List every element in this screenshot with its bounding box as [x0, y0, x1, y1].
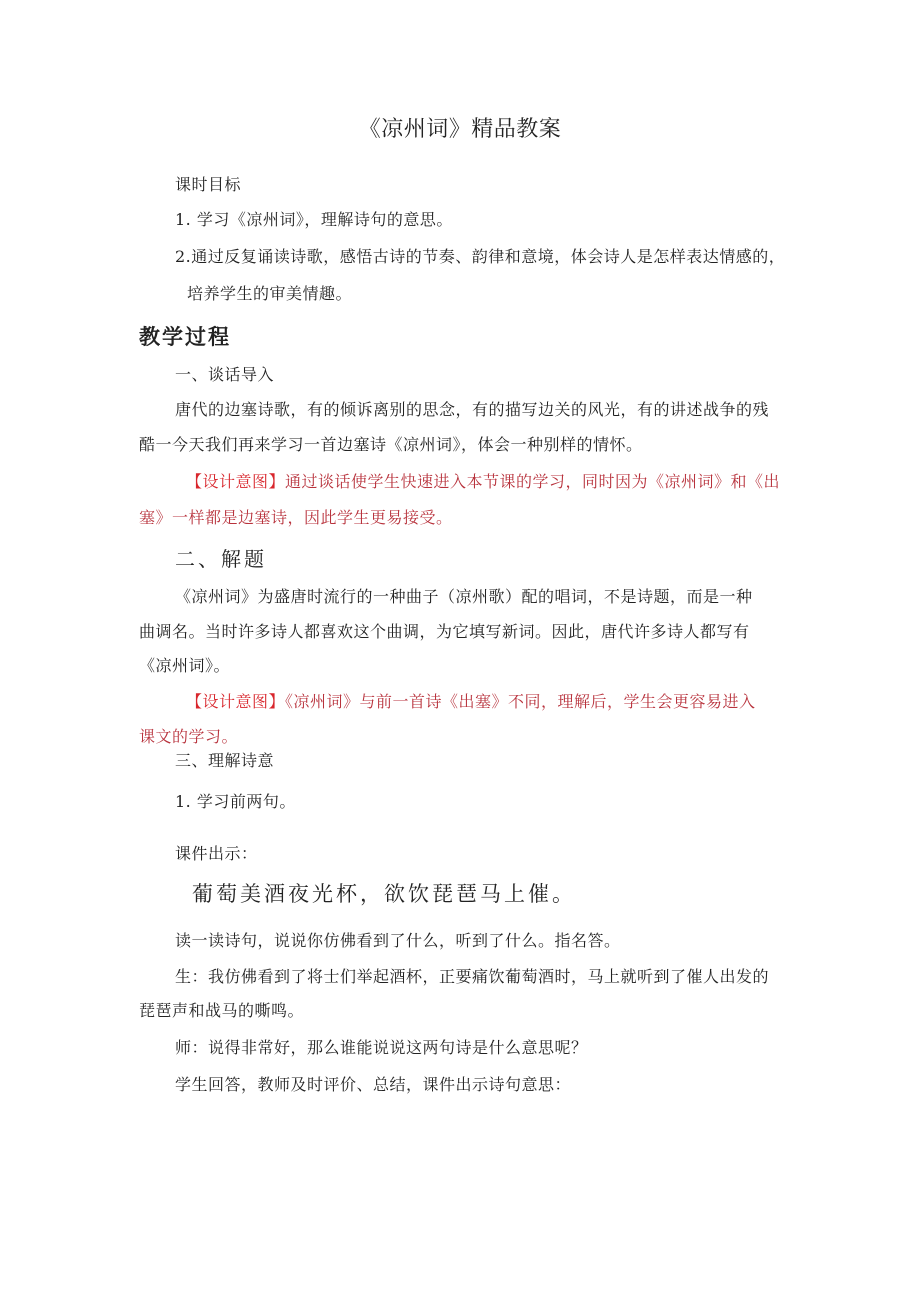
section-2-heading: 二、解题 [175, 547, 267, 571]
design-intent-text: 《凉州词》与前一首诗《出塞》不同，理解后，学生会更容易进入 [285, 692, 756, 711]
section-3-sub-1: 1. 学习前两句。 [175, 792, 296, 811]
section-1-heading: 一、谈话导入 [175, 365, 275, 384]
summary-line: 学生回答，教师及时评价、总结，课件出示诗句意思： [175, 1075, 572, 1094]
section-1-design-line-2: 塞》一样都是边塞诗，因此学生更易接受。 [139, 508, 453, 527]
section-2-paragraph-line-1: 《凉州词》为盛唐时流行的一种曲子（凉州歌）配的唱词，不是诗题，而是一种 [175, 587, 753, 606]
section-1-paragraph-line-2: 酷一今天我们再来学习一首边塞诗《凉州词》，体会一种别样的情怀。 [139, 435, 643, 454]
section-1-design-line-1 [186, 472, 780, 492]
section-2-paragraph-line-2: 曲调名。当时许多诗人都喜欢这个曲调，为它填写新词。因此，唐代许多诗人都写有 [139, 622, 750, 641]
courseware-label: 课件出示： [175, 844, 258, 863]
objectives-heading: 课时目标 [175, 175, 242, 194]
section-1-paragraph-line-1: 唐代的边塞诗歌，有的倾诉离别的思念，有的描写边关的风光，有的讲述战争的残 [175, 400, 770, 419]
design-intent-label: 【设计意图】 [186, 472, 286, 491]
section-2-paragraph-line-3: 《凉州词》。 [139, 656, 231, 675]
section-2-design-line-1 [186, 692, 756, 712]
objective-item-2-line-1: 2.通过反复诵读诗歌，感悟古诗的节奏、韵律和意境，体会诗人是怎样表达情感的， [175, 247, 786, 266]
document-title: 《凉州词》精品教案 [358, 117, 562, 142]
design-intent-text: 通过谈话使学生快速进入本节课的学习，同时因为《凉州词》和《出 [285, 472, 781, 491]
teacher-question: 师：说得非常好，那么谁能说说这两句诗是什么意思呢？ [175, 1038, 588, 1057]
student-answer-line-2: 琵琶声和战马的嘶鸣。 [139, 1001, 305, 1020]
section-2-design-line-2: 课文的学习。 [139, 727, 239, 746]
section-3-heading: 三、理解诗意 [175, 751, 275, 770]
objective-item-1: 1. 学习《凉州词》，理解诗句的意思。 [175, 210, 453, 229]
student-answer-line-1: 生：我仿佛看到了将士们举起酒杯，正要痛饮葡萄酒时，马上就听到了催人出发的 [175, 967, 770, 986]
design-intent-label: 【设计意图】 [186, 692, 286, 711]
process-heading: 教学过程 [139, 325, 231, 349]
read-prompt: 读一读诗句，说说你仿佛看到了什么，听到了什么。指名答。 [175, 931, 621, 950]
objective-item-2-line-2: 培养学生的审美情趣。 [187, 284, 353, 303]
poem-line: 葡萄美酒夜光杯，欲饮琵琶马上催。 [192, 882, 576, 906]
